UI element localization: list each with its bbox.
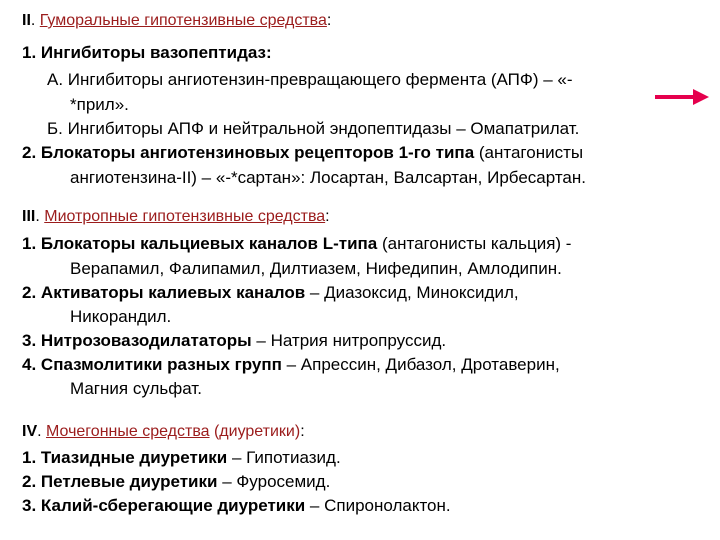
list-item: 4. Спазмолитики разных групп – Апрессин, Дибазол, Дротаверин, [22, 355, 560, 374]
list-item-cont: Никорандил. [70, 307, 172, 326]
section-2-heading: II. Гуморальные гипотензивные средства: [22, 12, 332, 29]
list-item: 2. Петлевые диуретики – Фуросемид. [22, 472, 331, 491]
section-3-heading: III. Миотропные гипотензивные средства: [22, 208, 330, 225]
list-item: 2. Активаторы калиевых каналов – Диазоксид, Миноксидил, [22, 283, 519, 302]
list-item: 1. Ингибиторы вазопептидаз: [22, 43, 272, 62]
list-item: 3. Калий-сберегающие диуретики – Спиронолактон. [22, 496, 451, 515]
list-item: 3. Нитрозовазодилататоры – Натрия нитропруссид. [22, 331, 447, 350]
list-item-sub: А. Ингибиторы ангиотензин-превращающего фермента (АПФ) – «- [47, 70, 573, 89]
list-item: 1. Тиазидные диуретики – Гипотиазид. [22, 448, 341, 467]
section-4-heading: IV. Мочегонные средства (диуретики): [22, 423, 305, 440]
section-numeral: IV [22, 423, 38, 440]
section-title: Гуморальные гипотензивные средства [39, 12, 327, 29]
arrow-right-icon [655, 87, 709, 107]
list-item-sub-cont: *прил». [70, 95, 129, 114]
list-item-sub: Б. Ингибиторы АПФ и нейтральной эндопептидазы – Омапатрилат. [47, 119, 580, 138]
list-item-cont: Верапамил, Фалипамил, Дилтиазем, Нифедипин, Амлодипин. [70, 259, 562, 278]
list-item-cont: ангиотензина-II) – «-*сартан»: Лосартан, Валсартан, Ирбесартан. [70, 168, 587, 187]
section-numeral: II [22, 12, 31, 29]
list-item: 2. Блокаторы ангиотензиновых рецепторов 1-го типа (антагонисты [22, 143, 584, 162]
section-title: Мочегонные средства [46, 423, 210, 440]
section-numeral: III [22, 208, 36, 225]
list-item: 1. Блокаторы кальциевых каналов L-типа (антагонисты кальция) - [22, 234, 572, 253]
list-item-cont: Магния сульфат. [70, 379, 202, 398]
section-title: Миотропные гипотензивные средства [44, 208, 326, 225]
